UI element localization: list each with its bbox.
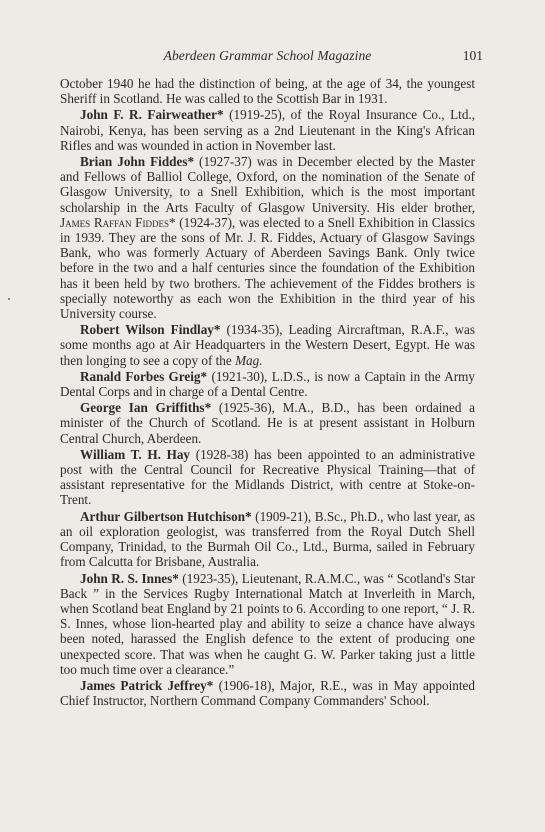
person-name: Ranald Forbes Greig*: [80, 368, 208, 384]
paragraph-text: (1928-38) has been appointed to an administrative post with the Central Council for Recreative Physical Training—that of assistant representative for the Midlands District, with centre at Stoke-on-Trent.: [60, 446, 475, 508]
paragraph-fairweather: [60, 107, 475, 153]
scan-speck: [8, 298, 10, 300]
paragraph-text: (1924-37), was elected to a Snell Exhibition in Classics in 1939. They are the sons of Mr. J. R. Fiddes, Actuary of Glasgow Savings Bank, who was formerly Actuary of Aberdeen Savings Bank. Only twice before in the two and a half centuries since the foundation of the Exhibition has it been held by two brothers. The achievement of the Fiddes brothers is specially noteworthy as each won the Exhibition in the third year of his University course.: [60, 214, 476, 322]
magazine-abbrev: Mag.: [235, 352, 263, 368]
paragraph-findlay: [60, 322, 475, 368]
paragraph-text: (1934-35), Leading Aircraftman, R.A.F., was some months ago at Air Headquarters in the Western Desert, Egypt. He was then longing to see a copy of the: [60, 322, 476, 368]
paragraph-text: (1927-37) was in December elected by the Master and Fellows of Balliol College, Oxford, on the nomination of the Senate of Glasgow University, to a Snell Exhibition, which is the most important scholarship in the Arts Faculty of Glasgow University. His elder brother,: [60, 154, 475, 215]
paragraph-griffiths: [60, 400, 475, 446]
paragraph-hay: [60, 447, 475, 508]
paragraph-continuation: [60, 76, 475, 106]
paragraph-innes: [60, 571, 475, 677]
person-name: John R. S. Innes*: [80, 570, 179, 586]
person-name: John F. R. Fairweather*: [80, 107, 224, 123]
magazine-title: Aberdeen Grammar School Magazine: [163, 48, 372, 63]
person-name: Arthur Gilbertson Hutchison*: [80, 508, 252, 524]
paragraph-text: October 1940 he had the distinction of being, at the age of 34, the youngest Sheriff in Scotland. He was called to the Scottish Bar in 1931.: [60, 76, 475, 107]
page-number: 101: [462, 48, 483, 63]
article-body: [60, 76, 475, 709]
paragraph-text: (1925-36), M.A., B.D., has been ordained a minister of the Church of Scotland. He is at present assistant in Holburn Central Church, Aberdeen.: [60, 400, 475, 446]
paragraph-text: (1919-25), of the Royal Insurance Co., Ltd., Nairobi, Kenya, has been serving as a 2nd Lieutenant in the King's African Rifles and was wounded in action in November last.: [60, 107, 476, 153]
person-name: William T. H. Hay: [80, 446, 191, 462]
paragraph-text: (1923-35), Lieutenant, R.A.M.C., was “ Scotland's Star Back ” in the Services Rugby International Match at Inverleith in March, when Scotland beat England by 21 points to 6. According to one report, “ J. R. S. Innes, whose lion-hearted play and ability to seize a chance have always been noted, harassed the English defence to the extent of producing one unexpected score. That was when he caught G. W. Parker taking just a little too much time over a clearance.”: [60, 570, 475, 677]
person-name: James Patrick Jeffrey*: [80, 677, 214, 693]
paragraph-greig: [60, 369, 475, 399]
paragraph-text: (1906-18), Major, R.E., was in May appointed Chief Instructor, Northern Command Company Commanders' School.: [60, 677, 475, 709]
running-header: [60, 48, 483, 68]
person-name: George Ian Griffiths*: [80, 400, 212, 416]
paragraph-jeffrey: [60, 678, 475, 708]
paragraph-text: (1921-30), L.D.S., is now a Captain in the Army Dental Corps and in charge of a Dental Centre.: [60, 368, 475, 400]
paragraph-fiddes: [60, 154, 475, 321]
paragraph-text: (1909-21), B.Sc., Ph.D., who last year, as an oil exploration geologist, was transferred from the Royal Dutch Shell Company, Trinidad, to the Burmah Oil Co., Ltd., Burma, sailed in February from Calcutta for Brisbane, Australia.: [60, 508, 475, 570]
person-name: Robert Wilson Findlay*: [80, 322, 221, 338]
person-name-small-caps: James Raffan Fiddes*: [60, 214, 176, 230]
paragraph-hutchison: [60, 509, 475, 570]
person-name: Brian John Fiddes*: [80, 154, 195, 170]
